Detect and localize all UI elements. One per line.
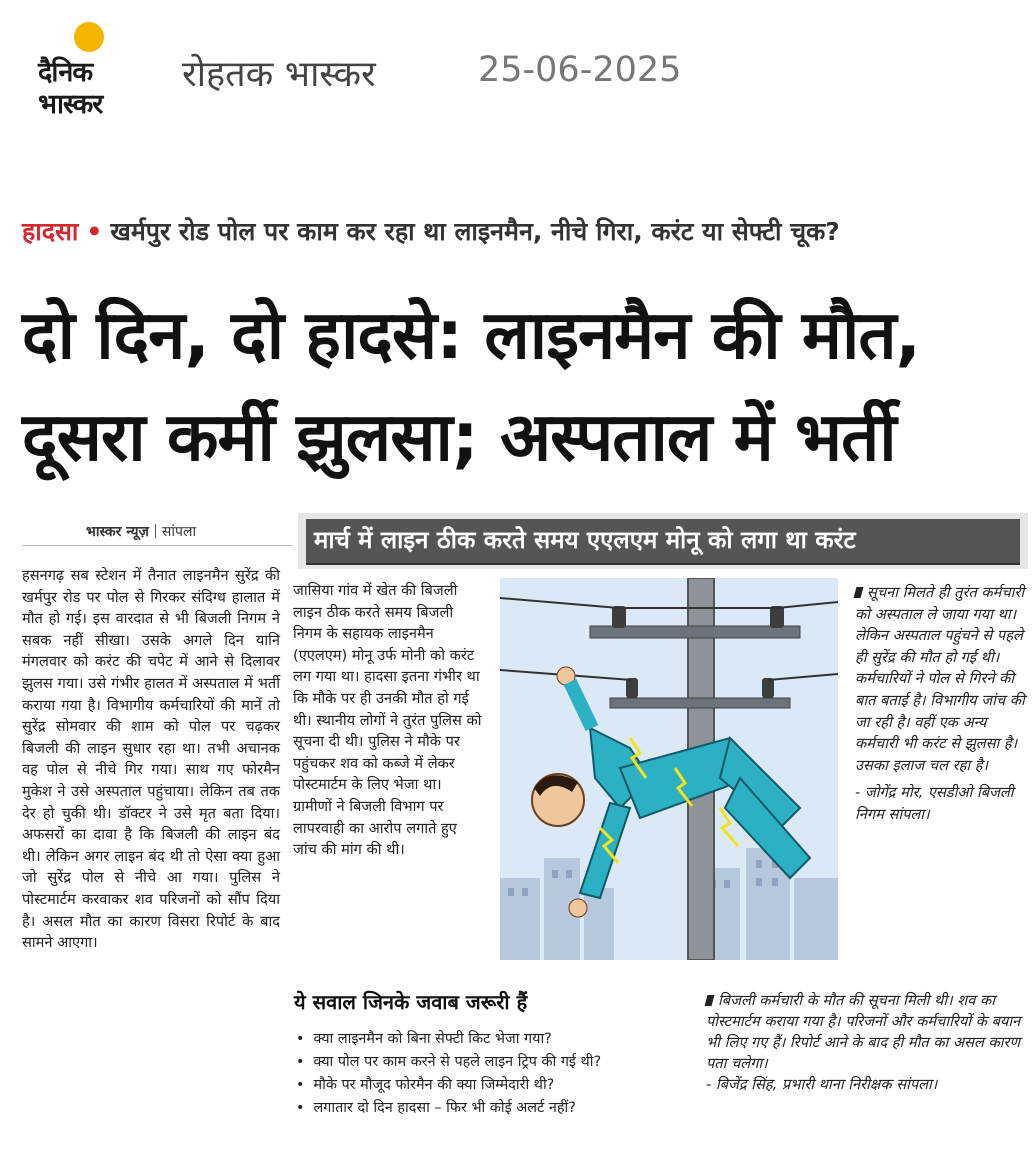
questions-heading: ये सवाल जिनके जवाब जरूरी हैं — [294, 990, 528, 1014]
quote-marker-icon — [854, 587, 864, 598]
sdo-quote-text: सूचना मिलते ही तुरंत कर्मचारी को अस्पताल ले जाया गया था। लेकिन अस्पताल पहुंचने से पहले ही सुरेंद्र की मौत हो गई थी। कर्मचारियों ने पोल से गिरने की बात बताई है। विभागीय जांच की जा रही है। वहीं एक अन्य कर्मचारी भी करंट से झुलसा है। उसका इलाज चल रहा है। — [855, 584, 1025, 774]
byline-place: सांपला — [161, 524, 197, 540]
sidebar-text: जासिया गांव में खेत की बिजली लाइन ठीक करते समय बिजली निगम के सहायक लाइनमैन (एएलएम) मोनू उर्फ मोनी को करंट लग गया था। हादसा इतना गंभीर था कि मौके पर ही उनकी मौत हो गई थी। स्थानीय लोगों ने तुरंत पुलिस को सूचना दी थी। पुलिस ने मौके पर पहुंचकर शव को कब्जे में लेकर पोस्टमार्टम के लिए भेजा था। ग्रामीणों ने बिजली विभाग पर लापरवाही का आरोप लगाते हुए जांच की मांग की थी। — [293, 582, 482, 859]
logo-line1: दैनिक — [38, 57, 93, 88]
question-item: • लगातार दो दिन हादसा – फिर भी कोई अलर्ट नहीं? — [296, 1097, 601, 1120]
police-quote-attribution: - बिजेंद्र सिंह, प्रभारी थाना निरीक्षक सांपला। — [706, 1076, 938, 1093]
kicker-bullet-icon: • — [86, 217, 103, 246]
main-article-text: हसनगढ़ सब स्टेशन में तैनात लाइनमैन सुरेंद्र की खर्मपुर रोड पर पोल से गिरकर संदिग्ध हालात में मौत हो गई। इस वारदात से भी बिजली निगम ने सबक नहीं सीखा। उसके अगले दिन यानि मंगलवार को करंट की चपेट में आने से दिलावर झुलस गया। उसे गंभीर हालत में अस्पताल में भर्ती कराया गया है। विभागीय कर्मचारियों की मानें तो सुरेंद्र सोमवार की शाम को पोल पर चढ़कर बिजली की लाइन सुधार रहा था। तभी अचानक वह पोल से नीचे गिर गया। साथ गए फोरमैन मुकेश ने उसे अस्पताल पहुंचाया। लेकिन तब तक देर हो चुकी थी। डॉक्टर ने उसे मृत बता दिया। अफसरों का दावा है कि बिजली की लाइन बंद थी। लेकिन अगर लाइन बंद थी तो ऐसा क्या हुआ जो सुरेंद्र पोल से नीचे आ गया। पुलिस ने पोस्टमार्टम करवाकर शव परिजनों को सौंप दिया है। असल मौत का कारण विसरा रिपोर्ट के बाद सामने आएगा। — [22, 567, 280, 952]
sdo-quote-attribution: - जोगेंद्र मोर, एसडीओ बिजली निगम सांपला। — [855, 784, 1014, 823]
sidebar-banner — [298, 513, 1028, 569]
kicker-tag: हादसा — [22, 217, 79, 246]
sidebar-title: मार्च में लाइन ठीक करते समय एएलएम मोनू को लगा था करंट — [314, 526, 856, 554]
sun-logo-icon — [74, 22, 104, 52]
question-item: • क्या पोल पर काम करने से पहले लाइन ट्रिप की गई थी? — [296, 1051, 601, 1074]
pole-crossarm-lower — [610, 698, 790, 708]
headline-line1: दो दिन, दो हादसे: लाइनमैन की मौत, — [22, 296, 920, 374]
headline-line2: दूसरा कर्मी झुलसा; अस्पताल में भर्ती — [22, 398, 896, 476]
logo-line2: भास्कर — [38, 89, 103, 120]
worker-hand-lower — [569, 899, 587, 917]
newspaper-logo — [30, 22, 140, 122]
question-item: • मौके पर मौजूद फोरमैन की क्या जिम्मेदारी थी? — [296, 1074, 601, 1097]
questions-list — [296, 1028, 601, 1120]
police-quote — [706, 990, 1028, 1095]
sdo-quote — [855, 582, 1027, 826]
kicker-text: खर्मपुर रोड पोल पर काम कर रहा था लाइनमैन, नीचे गिरा, करंट या सेफ्टी चूक? — [110, 217, 840, 246]
publication-date: 25-06-2025 — [478, 50, 682, 90]
kicker — [22, 214, 840, 248]
police-quote-text: बिजली कर्मचारी के मौत की सूचना मिली थी। शव का पोस्टमार्टम कराया गया है। परिजनों और कर्मचारियों के बयान भी लिए गए हैं। रिपोर्ट आने के बाद ही मौत का असल कारण पता चलेगा। — [706, 992, 1021, 1072]
byline — [86, 522, 196, 541]
byline-divider — [155, 524, 156, 538]
byline-agency: भास्कर न्यूज़ — [86, 524, 149, 540]
quote-marker-icon — [705, 995, 715, 1006]
edition-name: रोहतक भास्कर — [182, 54, 376, 95]
lineman-falling-illustration — [500, 578, 838, 960]
byline-rule — [22, 545, 292, 546]
question-item: • क्या लाइनमैन को बिना सेफ्टी किट भेजा गया? — [296, 1028, 601, 1051]
